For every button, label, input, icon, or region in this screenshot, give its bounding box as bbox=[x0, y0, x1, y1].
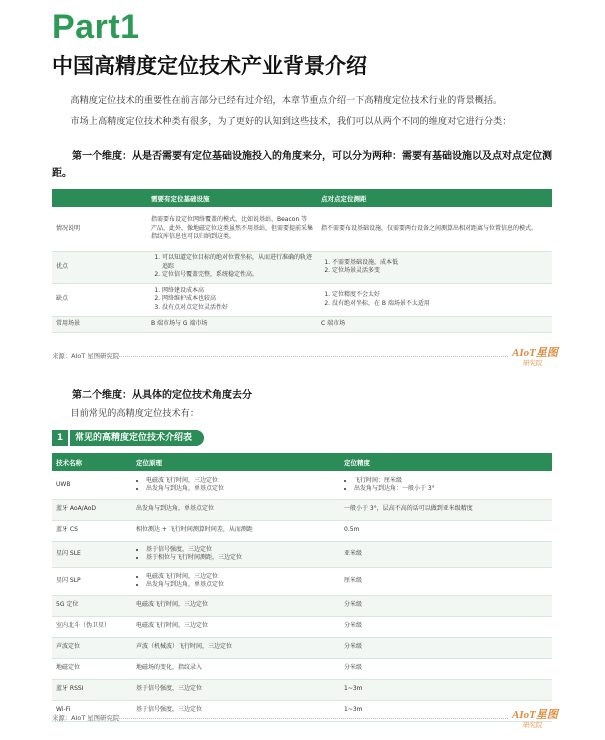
dimension-two-subtitle: 目前常见的高精度定位技术有： bbox=[70, 408, 200, 419]
infrastructure-comparison-table bbox=[52, 189, 552, 333]
table-cell bbox=[147, 251, 317, 283]
tech-accuracy: 1~3m bbox=[340, 679, 552, 700]
tech-principle bbox=[132, 541, 340, 567]
list-item: • 电磁波飞行时间，三边定位 bbox=[146, 477, 336, 485]
tech-principle: 相位测达 + 飞行时间测算时间差，从而测距 bbox=[132, 520, 340, 541]
table-row bbox=[52, 251, 552, 283]
tech-principle bbox=[132, 567, 340, 595]
list-item: 2. 没有绝对坐标，在 B 端场景不太适用 bbox=[332, 300, 548, 308]
tech-accuracy: 分米级 bbox=[340, 595, 552, 616]
table-header-cell: 需要有定位基础设施 bbox=[147, 189, 317, 207]
part-label: Part1 bbox=[52, 8, 140, 46]
tech-accuracy bbox=[340, 471, 552, 499]
tech-principle: 基于信号强度，三边定位 bbox=[132, 679, 340, 700]
table-header-cell bbox=[52, 189, 147, 207]
table-row bbox=[52, 520, 552, 541]
divider bbox=[98, 356, 508, 357]
table-row bbox=[52, 616, 552, 637]
logo-mark: AIoT星图 bbox=[512, 347, 558, 359]
research-institute-logo bbox=[512, 344, 562, 372]
tech-name: 蓝牙 RSSI bbox=[52, 679, 132, 700]
tech-name: 星闪 SLE bbox=[52, 541, 132, 567]
table-row bbox=[52, 283, 552, 316]
table-row bbox=[52, 658, 552, 679]
table-row bbox=[52, 637, 552, 658]
tech-accuracy: 分米级 bbox=[340, 616, 552, 637]
table-row bbox=[52, 595, 552, 616]
logo-subtext: 研究院 bbox=[523, 359, 543, 367]
table-row bbox=[52, 541, 552, 567]
list-item: 1. 不需要基础设施，成本低 bbox=[332, 259, 548, 267]
page-title: 中国高精度定位技术产业背景介绍 bbox=[52, 54, 367, 78]
table-cell bbox=[317, 251, 552, 283]
intro-paragraph-1: 高精度定位技术的重要性在前言部分已经有过介绍，本章节重点介绍一下高精度定位技术行业的背景概括。 bbox=[70, 95, 503, 106]
tech-accuracy: 亚米级 bbox=[340, 541, 552, 567]
dimension-one-heading: 第一个维度：从是否需要有定位基础设施投入的角度来分，可以分为两种：需要有基础设施以及点对点定位测距。 bbox=[52, 151, 552, 179]
tech-accuracy: 0.5m bbox=[340, 520, 552, 541]
table-header-cell: 技术名称 bbox=[52, 453, 132, 471]
list-item: • 电磁波飞行时间，三边定位 bbox=[146, 573, 336, 581]
logo-subtext: 研究院 bbox=[523, 721, 543, 729]
table-row bbox=[52, 679, 552, 700]
logo-mark: AIoT星图 bbox=[512, 709, 558, 721]
table-row bbox=[52, 499, 552, 520]
tech-accuracy: 分米级 bbox=[340, 658, 552, 679]
tech-name: 室内北斗（伪卫星） bbox=[52, 616, 132, 637]
list-item: • 飞行时间：厘米级 bbox=[354, 477, 548, 485]
list-item: 1. 定位精度不会太好 bbox=[332, 291, 548, 299]
table-cell: C 端市场 bbox=[317, 316, 552, 332]
row-label: 优点 bbox=[52, 251, 147, 283]
tech-principle bbox=[132, 471, 340, 499]
tech-name: 蓝牙 AoA/AoD bbox=[52, 499, 132, 520]
tech-principle: 地磁场的变化，指纹录入 bbox=[132, 658, 340, 679]
table-header-cell: 点对点定位测距 bbox=[317, 189, 552, 207]
row-label: 缺点 bbox=[52, 283, 147, 316]
table-header-row bbox=[52, 189, 552, 207]
row-label: 情况说明 bbox=[52, 207, 147, 251]
list-item: 1. 网络建设成本高 bbox=[162, 287, 313, 295]
table-header-row bbox=[52, 453, 552, 471]
tech-name: 地磁定位 bbox=[52, 658, 132, 679]
tech-principle: 电磁波飞行时间，三边定位 bbox=[132, 595, 340, 616]
table-cell: 指不需要布设基础设施，仅需要两台设备之间测算出相对距离与位置信息的模式。 bbox=[317, 207, 552, 251]
table-cell: B 端市场与 G 端市场 bbox=[147, 316, 317, 332]
list-item: • 出发角与到达角：一般小于 3° bbox=[354, 485, 548, 493]
tech-principle: 基于信号强度，三边定位 bbox=[132, 700, 340, 721]
tech-name: UWB bbox=[52, 471, 132, 499]
row-label: 常用场景 bbox=[52, 316, 147, 332]
table-header-cell: 定位精度 bbox=[340, 453, 552, 471]
dimension-two-heading: 第二个维度：从具体的定位技术角度去分 bbox=[72, 390, 252, 401]
tech-name: Wi-Fi bbox=[52, 700, 132, 721]
tech-name: 5G 定位 bbox=[52, 595, 132, 616]
tech-accuracy: 1~3m bbox=[340, 700, 552, 721]
section-label: 常见的高精度定位技术介绍表 bbox=[70, 430, 204, 446]
tech-name: 声波定位 bbox=[52, 637, 132, 658]
tech-accuracy: 分米级 bbox=[340, 637, 552, 658]
list-item: • 基于相位与飞行时间测距，三边定位 bbox=[146, 554, 336, 562]
source-note: 来源：AIoT 星图研究院 bbox=[52, 352, 120, 360]
table-cell: 指需要布设定位网络覆盖的模式，比如说基站、Beacon 等产品，此外，像地磁定位这类虽然不用基站，但需要提前采集指纹库信息也可以归纳到这类。 bbox=[147, 207, 317, 251]
tech-name: 星闪 SLP bbox=[52, 567, 132, 595]
tech-name: 蓝牙 CS bbox=[52, 520, 132, 541]
source-note: 来源：AIoT 星图研究院 bbox=[52, 714, 120, 722]
table-row bbox=[52, 567, 552, 595]
table-cell bbox=[317, 283, 552, 316]
section-number: 1 bbox=[52, 430, 68, 446]
list-item: • 基于信号强度，三边定位 bbox=[146, 546, 336, 554]
table-row bbox=[52, 316, 552, 332]
technology-table bbox=[52, 453, 552, 722]
list-item: • 出发角与到达角，单基点定位 bbox=[146, 485, 336, 493]
research-institute-logo bbox=[512, 706, 562, 734]
tech-accuracy: 厘米级 bbox=[340, 567, 552, 595]
table-header-cell: 定位原理 bbox=[132, 453, 340, 471]
table-row bbox=[52, 471, 552, 499]
tech-principle: 出发角与到达角，单基点定位 bbox=[132, 499, 340, 520]
list-item: 2. 定位场景灵活多变 bbox=[332, 267, 548, 275]
tech-principle: 电磁波飞行时间，三边定位 bbox=[132, 616, 340, 637]
list-item: 3. 没有点对点定位灵活性好 bbox=[162, 304, 313, 312]
divider bbox=[98, 718, 508, 719]
list-item: 2. 网络维护成本也较高 bbox=[162, 295, 313, 303]
table-row bbox=[52, 207, 552, 251]
list-item: 2. 定位信号覆盖完整，系统稳定性高。 bbox=[162, 271, 313, 279]
list-item: • 出发角与到达角，单基点定位 bbox=[146, 581, 336, 589]
intro-paragraph-2: 市场上高精度定位技术种类有很多，为了更好的认知到这些技术，我们可以从两个不同的维度对它进行分类： bbox=[70, 116, 512, 127]
table-cell bbox=[147, 283, 317, 316]
tech-accuracy: 一般小于 3°，层高不高的话可以做到亚米级精度 bbox=[340, 499, 552, 520]
list-item: 1. 可以知道定位目标的绝对位置坐标，从而进行准确的轨迹追踪 bbox=[162, 254, 313, 271]
tech-principle: 声波（机械波）飞行时间，三边定位 bbox=[132, 637, 340, 658]
